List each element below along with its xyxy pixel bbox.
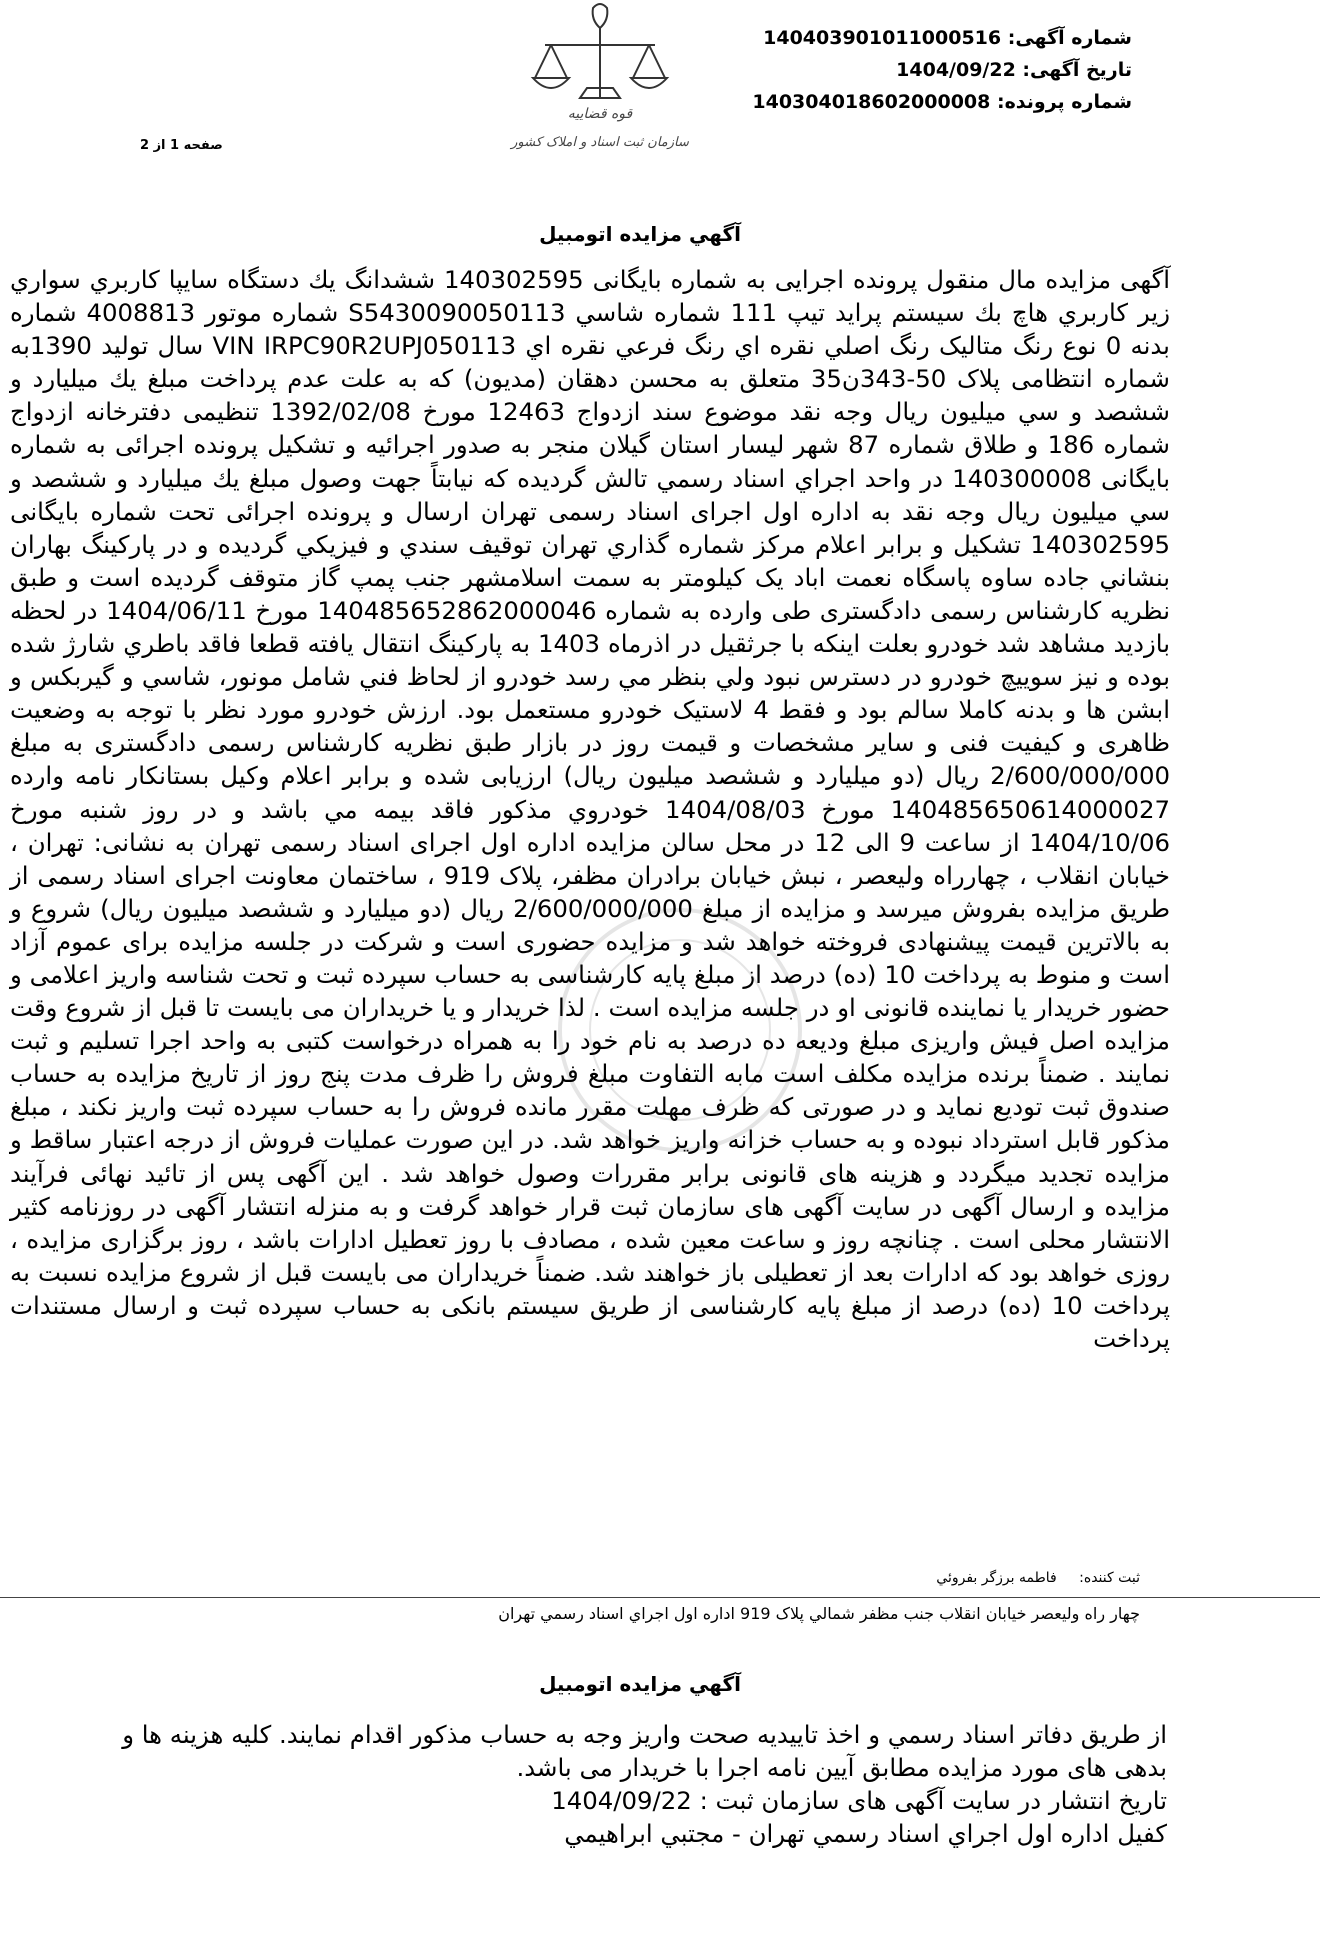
ad-date-label: تاریخ آگهی: <box>1022 59 1132 81</box>
case-number-row <box>702 86 1132 118</box>
scales-of-justice-emblem-icon <box>495 0 705 175</box>
page-number: صفحه 1 از 2 <box>140 138 223 153</box>
ad-body-page-2 <box>55 1718 1167 1850</box>
footer-divider <box>0 1597 1320 1598</box>
ad-date-value: 1404/09/22 <box>896 59 1016 81</box>
case-number-value: 140304018602000008 <box>752 91 991 113</box>
emblem-caption-2: سازمان ثبت اسناد و املاک کشور <box>511 135 689 150</box>
judiciary-emblem <box>495 0 705 175</box>
ad-body-paragraph: آگهی مزایده مال منقول پرونده اجرایی به شماره بایگانی 140302595 ششدانگ يك دستگاه سايپا كاربري سواري زير كاربري هاچ بك سيستم پرايد تيپ 111 شماره شاسي S5430090050113 شماره موتور 4008813 شماره بدنه 0 نوع رنگ متاليک رنگ اصلي نقره اي رنگ فرعي نقره اي VIN IRPC90R2UPJ050113 سال تولید 1390به شماره انتظامی پلاک 50-343ن35 متعلق به محسن دهقان (مدیون) که به علت عدم پرداخت مبلغ يك ميليارد و ششصد و سي ميليون ريال وجه نقد موضوع سند ازدواج 12463 مورخ 1392/02/08 تنظیمی دفترخانه ازدواج شماره 186 و طلاق شماره 87 شهر ليسار استان گيلان منجر به صدور اجرائیه و تشکیل پرونده اجرائی به شماره بایگانی 140300008 در واحد اجراي اسناد رسمي تالش گردیده که نیابتاً جهت وصول مبلغ يك ميليارد و ششصد و سي ميليون ريال وجه نقد به اداره اول اجرای اسناد رسمی تهران ارسال و پرونده اجرائی تحت شماره بایگانی 140302595 تشکیل و برابر اعلام مرکز شماره گذاري تهران توقيف سندي و فيزيكي گرديده و در پاركينگ بهاران بنشاني جاده ساوه پاسگاه نعمت اباد یک کیلومتر به سمت اسلامشهر جنب پمپ گاز متوقف گرديده است و طبق نظریه کارشناس رسمی دادگستری طی وارده به شماره 140485652862000046 مورخ 1404/06/11 در لحظه بازديد مشاهد شد خودرو بعلت اينكه با جرثقيل در اذرماه 1403 به پاركينگ انتقال يافته قطعا فاقد باطري شارژ شده بوده و نيز سوييچ خودرو در دسترس نبود ولي بنظر مي رسد خودرو از لحاظ فني شامل مونور، شاسي و گيربكس و ابشن ها و بدنه كاملا سالم بود و فقط 4 لاستيک خودرو مستعمل بود. ارزش خودرو مورد نظر با توجه به وضعیت ظاهری و کیفیت فنی و سایر مشخصات و قیمت روز در بازار طبق نظریه کارشناس رسمی دادگستری به مبلغ 2/600/000/000 ريال (دو ميليارد و ششصد ميليون ريال) ارزيابی شده و برابر اعلام وكيل بستانكار نامه وارده 140485650614000027 مورخ 1404/08/03 خودروي مذكور فاقد بيمه مي باشد و در روز شنبه مورخ 1404/10/06 از ساعت 9 الی 12 در محل سالن مزایده اداره اول اجرای اسناد رسمی تهران به نشانی: تهران ، خیابان انقلاب ، چهارراه ولیعصر ، نبش خیابان برادران مظفر، پلاک 919 ، ساختمان معاونت اجرای اسناد رسمی از طریق مزایده بفروش میرسد و مزایده از مبلغ 2/600/000/000 ريال (دو ميليارد و ششصد ميليون ريال) شروع و به بالاترین قیمت پیشنهادی فروخته خواهد شد و مزایده حضوری است و شرکت در جلسه مزایده برای عموم آزاد است و منوط به پرداخت 10 (ده) درصد از مبلغ پایه کارشناسی به حساب سپرده ثبت و تحت شناسه واریز اعلامی و حضور خریدار یا نماینده قانونی او در جلسه مزایده است . لذا خریدار و یا خریداران می بایست تا قبل از شروع وقت مزایده اصل فیش واریزی مبلغ ودیعه ده درصد به نام خود را به همراه درخواست کتبی به واحد اجرا تسلیم و ثبت نمایند . ضمناً برنده مزایده مکلف است مابه التفاوت مبلغ فروش را ظرف مدت پنج روز از تاریخ مزایده به حساب صندوق ثبت تودیع نماید و در صورتی که ظرف مهلت مقرر مانده فروش را به حساب سپرده ثبت واریز نکند ، مبلغ مذکور قابل استرداد نبوده و به حساب خزانه واریز خواهد شد. در این صورت عملیات فروش از درجه اعتبار ساقط و مزایده تجدید میگردد و هزینه های قانونی برابر مقررات وصول خواهد شد . این آگهی پس از تائید نهائی فرآیند مزایده و ارسال آگهی در سایت آگهی های سازمان ثبت قرار خواهد گرفت و به منزله انتشار آگهی در روزنامه کثیر الانتشار محلی است . چنانچه روز و ساعت معین شده ، مصادف با روز تعطیل ادارات باشد ، روز برگزاری مزایده ، روزی خواهد بود که ادارات بعد از تعطیلی باز خواهند شد. ضمناً خریداران می بایست قبل از شروع مزایده نسبت به پرداخت 10 (ده) درصد از مبلغ پایه کارشناسی از طریق سیستم بانکی به حساب سپرده ثبت و ارسال مستندات پرداخت <box>10 265 1171 1353</box>
ad-number-value: 14040390101100051​6 <box>763 27 1002 49</box>
page-2-line-2: بدهی های مورد مزایده مطابق آیین نامه اجرا با خریدار می باشد. <box>516 1753 1167 1782</box>
signatory-line: كفيل اداره اول اجراي اسناد رسمي تهران - مجتبي ابراهيمي <box>564 1819 1167 1848</box>
ad-date-row <box>702 54 1132 86</box>
publish-date-line: تاریخ انتشار در سایت آگهی های سازمان ثبت : 1404/09/22 <box>551 1786 1167 1815</box>
ad-title-page-2: آگهي مزايده اتومبيل <box>539 1672 741 1696</box>
ad-header-info <box>702 22 1132 118</box>
ad-number-row <box>702 22 1132 54</box>
registrar-line <box>936 1570 1140 1586</box>
page-2-line-1: از طریق دفاتر اسناد رسمي و اخذ تاييديه صحت واريز وجه به حساب مذکور اقدام نمايند. کلیه هزینه ها و <box>122 1720 1167 1749</box>
registrar-name: فاطمه برزگر بفروئي <box>936 1570 1057 1586</box>
ad-title: آگهي مزايده اتومبيل <box>539 222 741 246</box>
ad-number-label: شماره آگهی: <box>1007 27 1132 49</box>
case-number-label: شماره پرونده: <box>996 91 1132 113</box>
emblem-caption-1: قوه قضاییه <box>567 106 633 122</box>
registrar-label: ثبت کننده: <box>1079 1570 1140 1586</box>
office-address: چهار راه وليعصر خيابان انقلاب جنب مظفر شمالي پلاک 919 اداره اول اجراي اسناد رسمي تهران <box>498 1604 1140 1623</box>
